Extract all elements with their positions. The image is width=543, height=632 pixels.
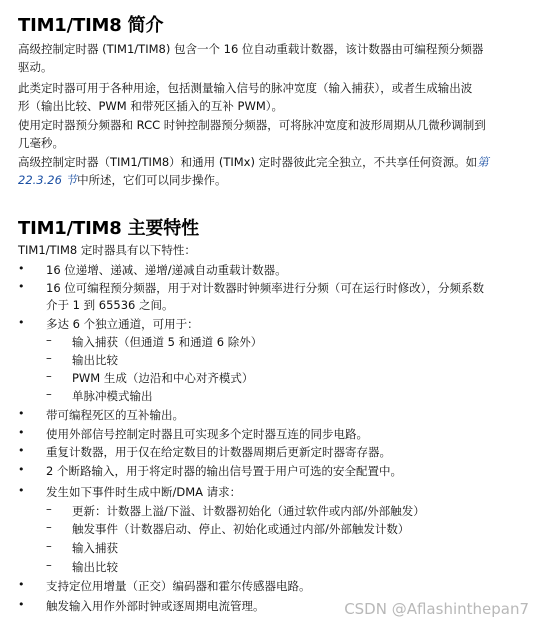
section-ref-link-part-2[interactable]: 22.3.26 节	[18, 173, 78, 187]
bullet-icon: •	[18, 598, 25, 611]
paragraph-2-line-1: 此类定时器可用于各种用途，包括测量输入信号的脉冲宽度（输入捕获），或者生成输出波	[18, 81, 473, 95]
bullet-icon: •	[18, 426, 25, 439]
section-ref-link-part-1[interactable]: 第	[477, 155, 489, 169]
feature-item-sync: 使用外部信号控制定时器且可实现多个定时器互连的同步电路。	[46, 427, 368, 441]
sub-item-output-compare: 输出比较	[72, 353, 118, 367]
sub-item-pwm: PWM 生成（边沿和中心对齐模式）	[72, 371, 254, 385]
csdn-watermark: CSDN @Aflashinthepan7	[344, 600, 529, 618]
sub-item-one-pulse: 单脉冲模式输出	[72, 389, 153, 403]
paragraph-2-line-2: 形（输出比较、PWM 和带死区插入的互补 PWM）。	[18, 99, 284, 113]
feature-item-interrupt-dma: 发生如下事件时生成中断/DMA 请求：	[46, 485, 242, 499]
sub-item-input-capture: 输入捕获（但通道 5 和通道 6 除外）	[72, 335, 263, 349]
paragraph-3-line-2: 几毫秒。	[18, 136, 64, 150]
feature-item-break: 2 个断路输入，用于将定时器的输出信号置于用户可选的安全配置中。	[46, 464, 402, 478]
dash-icon: –	[46, 539, 52, 553]
paragraph-3	[18, 116, 528, 152]
bullet-icon: •	[18, 484, 25, 497]
bullet-icon: •	[18, 316, 25, 329]
feature-item-encoder: 支持定位用增量（正交）编码器和霍尔传感器电路。	[46, 579, 311, 593]
dash-icon: –	[46, 351, 52, 365]
paragraph-4	[18, 153, 528, 189]
bullet-icon: •	[18, 280, 25, 293]
feature-item-prescaler-line-2: 介于 1 到 65536 之间。	[46, 298, 174, 312]
features-intro: TIM1/TIM8 定时器具有以下特性：	[18, 243, 196, 257]
sub-item-trigger: 触发事件（计数器启动、停止、初始化或通过内部/外部触发计数）	[72, 522, 410, 536]
paragraph-1-line-1: 高级控制定时器 (TIM1/TIM8) 包含一个 16 位自动重载计数器，该计数器由可编程预分频器	[18, 42, 484, 56]
dash-icon: –	[46, 558, 52, 572]
bullet-icon: •	[18, 463, 25, 476]
bullet-icon: •	[18, 444, 25, 457]
dash-icon: –	[46, 387, 52, 401]
paragraph-4-text-b: 中所述，它们可以同步操作。	[77, 173, 227, 187]
dash-icon: –	[46, 369, 52, 383]
paragraph-3-line-1: 使用定时器预分频器和 RCC 时钟控制器预分频器，可将脉冲宽度和波形周期从几微秒调制到	[18, 118, 486, 132]
feature-item-repetition: 重复计数器，用于仅在给定数目的计数器周期后更新定时器寄存器。	[46, 445, 391, 459]
feature-item-prescaler-line-1: 16 位可编程预分频器，用于对计数器时钟频率进行分频（可在运行时修改），分频系数	[46, 281, 485, 295]
paragraph-2	[18, 79, 528, 115]
dash-icon: –	[46, 333, 52, 347]
sub-item-update: 更新：计数器上溢/下溢、计数器初始化（通过软件或内部/外部触发）	[72, 504, 425, 518]
section-title-features: TIM1/TIM8 主要特性	[18, 218, 199, 239]
feature-item-complementary: 带可编程死区的互补输出。	[46, 408, 184, 422]
paragraph-1-line-2: 驱动。	[18, 60, 53, 74]
section-title-intro: TIM1/TIM8 简介	[18, 15, 164, 36]
sub-item-output-compare-2: 输出比较	[72, 560, 118, 574]
bullet-icon: •	[18, 407, 25, 420]
feature-item-channels: 多达 6 个独立通道，可用于：	[46, 317, 199, 331]
feature-item-counter: 16 位递增、递减、递增/递减自动重载计数器。	[46, 263, 287, 277]
paragraph-1	[18, 40, 528, 76]
paragraph-4-text-a: 高级控制定时器（TIM1/TIM8）和通用 (TIMx) 定时器彼此完全独立，不共享任何资源。如	[18, 155, 478, 169]
dash-icon: –	[46, 502, 52, 516]
sub-item-input-capture-2: 输入捕获	[72, 541, 118, 555]
bullet-icon: •	[18, 578, 25, 591]
feature-item-trigger-input: 触发输入用作外部时钟或逐周期电流管理。	[46, 599, 265, 613]
bullet-icon: •	[18, 262, 25, 275]
dash-icon: –	[46, 520, 52, 534]
